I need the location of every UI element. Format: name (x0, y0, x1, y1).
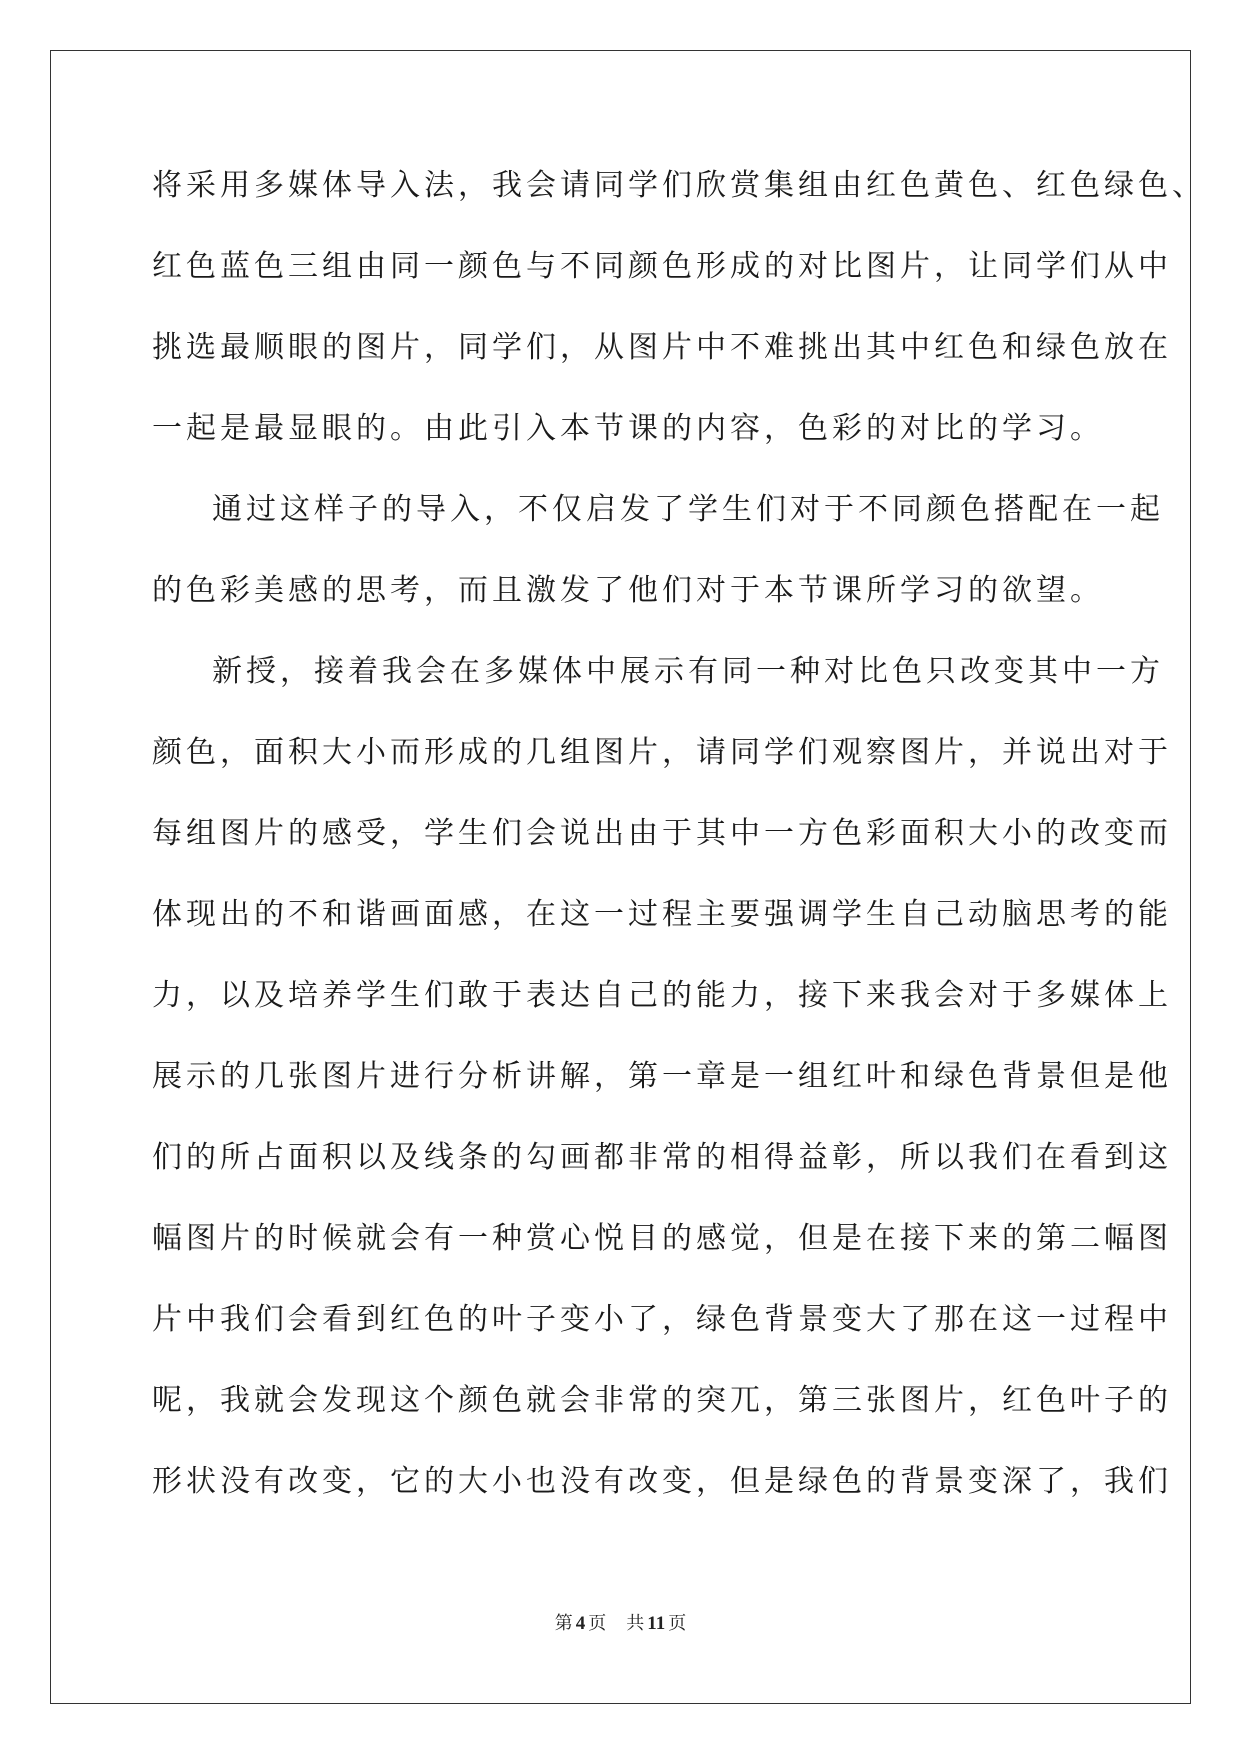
text-line: 的色彩美感的思考，而且激发了他们对于本节课所学习的欲望。 (152, 573, 1104, 608)
text-line: 将采用多媒体导入法，我会请同学们欣赏集组由红色黄色、红色绿色、 (152, 168, 1206, 203)
text-line: 形状没有改变，它的大小也没有改变，但是绿色的背景变深了，我们 (152, 1464, 1172, 1499)
page-footer (0, 1612, 1241, 1636)
text-line: 通过这样子的导入，不仅启发了学生们对于不同颜色搭配在一起 (212, 492, 1164, 527)
text-line: 呢，我就会发现这个颜色就会非常的突兀，第三张图片，红色叶子的 (152, 1383, 1172, 1418)
text-line: 片中我们会看到红色的叶子变小了，绿色背景变大了那在这一过程中 (152, 1302, 1172, 1337)
text-line: 们的所占面积以及线条的勾画都非常的相得益彰，所以我们在看到这 (152, 1140, 1172, 1175)
text-line: 体现出的不和谐画面感，在这一过程主要强调学生自己动脑思考的能 (152, 897, 1172, 932)
text-line: 挑选最顺眼的图片，同学们，从图片中不难挑出其中红色和绿色放在 (152, 330, 1172, 365)
page-label-suffix: 页 (588, 1613, 607, 1634)
text-line: 力，以及培养学生们敢于表达自己的能力，接下来我会对于多媒体上 (152, 978, 1172, 1013)
current-page-number: 4 (575, 1613, 586, 1634)
page-label-prefix: 第 (554, 1613, 573, 1634)
document-body (152, 163, 1206, 1540)
text-line: 一起是最显眼的。由此引入本节课的内容，色彩的对比的学习。 (152, 411, 1104, 446)
text-line: 每组图片的感受，学生们会说出由于其中一方色彩面积大小的改变而 (152, 816, 1172, 851)
total-label-prefix: 共 (626, 1613, 645, 1634)
text-line: 红色蓝色三组由同一颜色与不同颜色形成的对比图片，让同学们从中 (152, 249, 1172, 284)
text-line: 展示的几张图片进行分析讲解，第一章是一组红叶和绿色背景但是他 (152, 1059, 1172, 1094)
text-line: 新授，接着我会在多媒体中展示有同一种对比色只改变其中一方 (212, 654, 1164, 689)
total-page-number: 11 (647, 1613, 666, 1634)
text-line: 颜色，面积大小而形成的几组图片，请同学们观察图片，并说出对于 (152, 735, 1172, 770)
text-line: 幅图片的时候就会有一种赏心悦目的感觉，但是在接下来的第二幅图 (152, 1221, 1172, 1256)
total-label-suffix: 页 (668, 1613, 687, 1634)
